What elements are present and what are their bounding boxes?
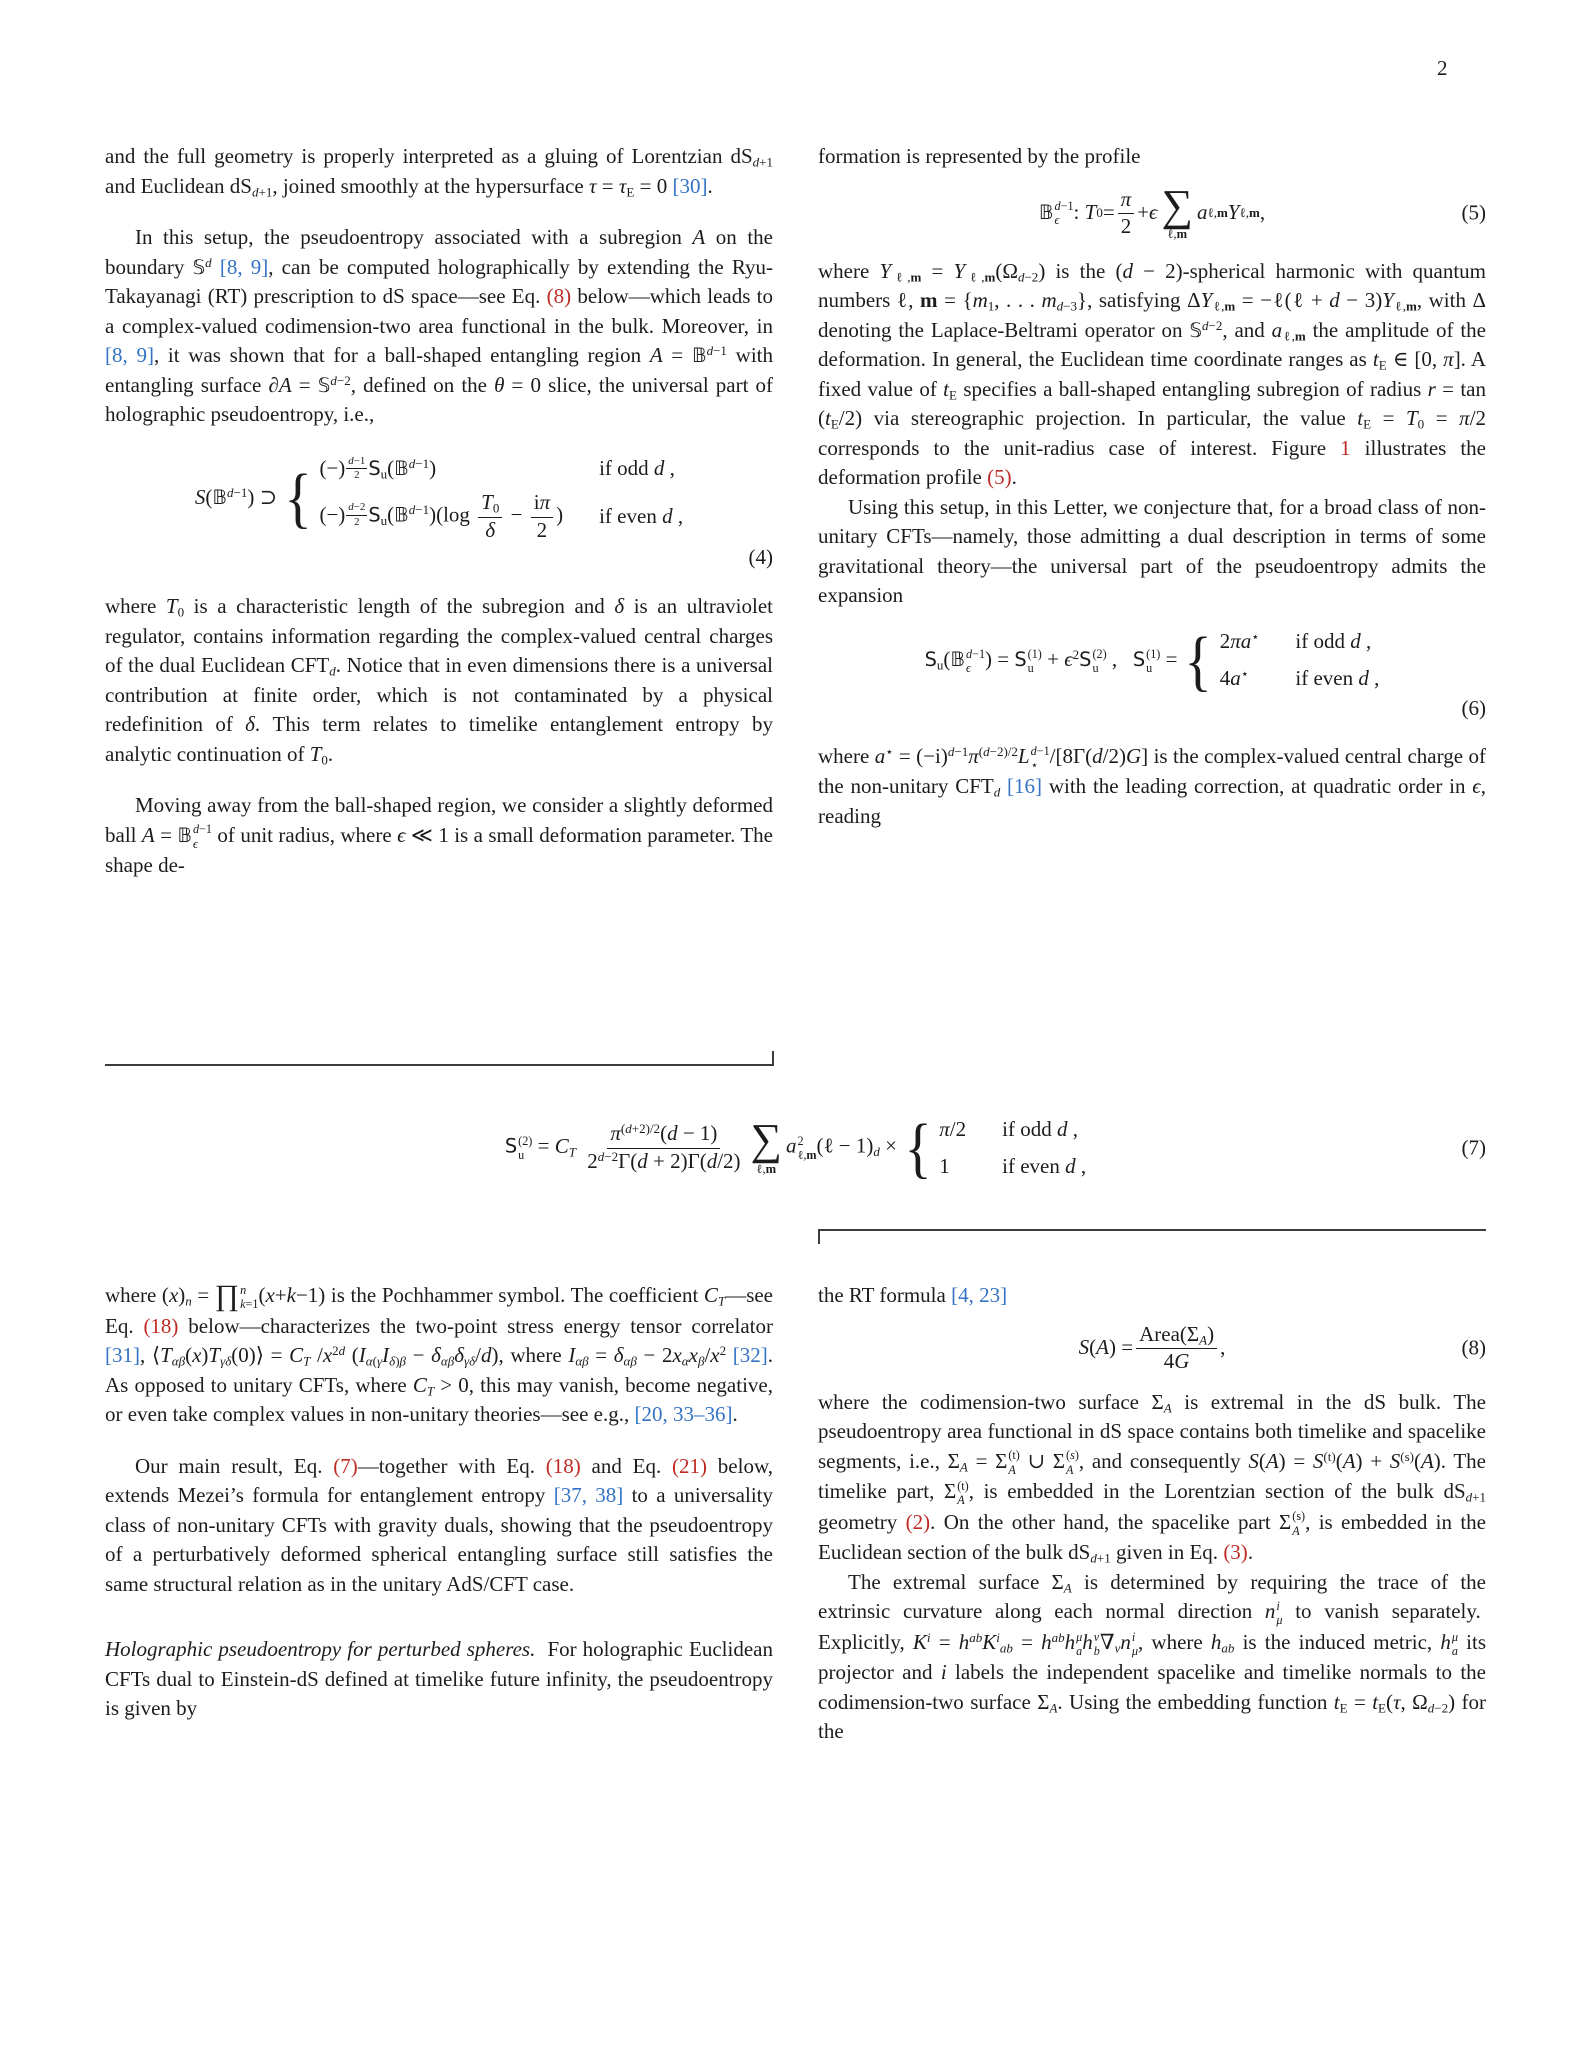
bottom-left-column xyxy=(105,1281,773,1724)
paragraph-gluing-geometry: and the full geometry is properly interpreted as a gluing of Lorentzian $dS_{d+1}$ and Euclidean $dS_{d+1}$, joined smoothly at the hypersurface $\tau = \tau_E = 0$ [30]. xyxy=(105,144,773,200)
paragraph-main-result: Our main result, Eq. (7)—together with Eq. (18) and Eq. (21) below, extends Mezei’s formula for entanglement entropy [37, 38] to a universality class of non-unitary CFTs with gravity duals, showing that the pseudoentropy of a perturbatively deformed spherical entangling surface still satisfies the same structural relation as in the unitary AdS/CFT case. xyxy=(105,1453,773,1596)
paragraph-deformed-ball: Moving away from the ball-shaped region, we consider a slightly deformed ball A = 𝔹 d−1 ϵ of unit radius, where ϵ ≪ 1 is a small deformation parameter. The shape de- xyxy=(105,793,773,878)
heading-holographic-pseudoentropy: Holographic pseudoentropy for perturbed spheres. For holographic Euclidean CFTs dual to Einstein-dS defined at timelike future infinity, the pseudoentropy is given by xyxy=(105,1637,773,1721)
equation-4 xyxy=(105,454,773,569)
left-brace: { xyxy=(284,460,313,536)
case-expression: 1 xyxy=(939,1154,950,1178)
rule-tick-down xyxy=(818,1229,820,1244)
equation-ref-link[interactable]: (5) xyxy=(987,465,1012,490)
equation-number: (4) xyxy=(748,544,773,569)
paragraph-spherical-harmonics: where $Y_{\ell,m} = Y_{\ell,m}(\Omega_{d-2})$ is the (d − 2)-spherical harmonic with quantum numbers ℓ, $m = \{m_1$, . . . $m_{d-3}$}, satisfying $\Delta Y_{\ell,m}$ = −ℓ(ℓ + $d - 3)Y_{\ell,m}$, with Δ denoting the Laplace-Beltrami operator on 𝕊$^{d-2}$, and $a_{\ell,m}$ the amplitude of the deformation. In general, the Euclidean time coordinate ranges as $t_E$ ∈ [0, π]. A fixed value of $t_E$ specifies a ball-shaped entangling subregion of radius $r = \tan (t_E/2)$ via stereographic projection. In particular, the value $t_E = T_0 = \pi/2$ corresponds to the unit-radius case of interest. Figure 1 illustrates the deformation profile (5). xyxy=(818,258,1487,490)
widetext-block xyxy=(105,1082,1486,1214)
citation-link[interactable]: [8, 9] xyxy=(105,343,154,367)
citation-link[interactable]: [31] xyxy=(105,1343,140,1368)
paragraph-extrinsic-curvature: The extremal surface $\Sigma_A$ is determined by requiring the trace of the extrinsic curvature along each normal direction n i μ to vanish separately. Explicitly, $K^i = h^{ab}K^i_{ab} = h^{ab}h$ μ a h ν b $\nabla_\nu n$ i μ , where $h_{ab}$ is the induced metric, h μ a its projector and i labels the independent spacelike and timelike normals to the codimension-two surface $\Sigma_A$. Using the embedding function $t_E = t_E(\tau$, $\Omega_{d-2}$) for the xyxy=(818,1569,1487,1744)
citation-link[interactable]: [8, 9] xyxy=(219,254,269,279)
equation-number: (7) xyxy=(1461,1135,1486,1160)
equation-number: (6) xyxy=(1461,696,1486,721)
paragraph-profile-intro: formation is represented by the profile xyxy=(818,144,1141,168)
equation-lhs: S(𝔹$^{d-1}$) ⊃ xyxy=(194,484,278,510)
citation-link[interactable]: [32] xyxy=(732,1343,768,1368)
widetext-close-rule xyxy=(818,1229,1486,1231)
equation-8 xyxy=(818,1323,1486,1374)
case-expression: π/2 xyxy=(939,1116,967,1141)
cases-construct xyxy=(902,1110,1087,1186)
citation-link[interactable]: [20, 33–36] xyxy=(634,1402,733,1427)
case-condition: if odd d , xyxy=(1002,1116,1078,1141)
equation-5 xyxy=(818,180,1486,242)
equation-ref-link[interactable]: (3) xyxy=(1223,1540,1248,1565)
rule-tick-up xyxy=(772,1051,774,1066)
case-condition: if odd d , xyxy=(1295,628,1372,653)
top-left-column xyxy=(105,142,773,881)
equation-ref-link[interactable]: (18) xyxy=(545,1453,581,1478)
equation-body: 𝔹 d−1 ϵ : T 0 = $\frac{\pi}{2}$ + ϵ ∑ ℓ,m a ℓ,m Y ℓ,m , xyxy=(1038,180,1266,242)
case-condition: if odd d , xyxy=(599,455,675,480)
left-brace: { xyxy=(1184,622,1213,698)
paragraph-pseudoentropy-setup: In this setup, the pseudoentropy associated with a subregion A on the boundary 𝕊$^d$ [8, 9], can be computed holographically by extending the Ryu-Takayanagi (RT) prescription to dS space—see Eq. (8) below—which leads to a complex-valued codimension-two area functional in the bulk. Moreover, in [8, 9], it was shown that for a ball-shaped entangling region A = 𝔹$^{d-1}$ with entangling surface ∂A = 𝕊$^{d-2}$, defined on the θ = 0 slice, the universal part of holographic pseudoentropy, i.e., xyxy=(105,225,774,426)
equation-body xyxy=(195,454,683,543)
equation-lhs: S (2) u = $C_T$ $\frac{\pi^{(d+2)/2}(d - 1)}{2^{d-2}\Gamma(d + 2)\Gamma(d/2)}$ ∑ ℓ,m a 2 ℓ,m (ℓ − $1)_d$ × xyxy=(504,1115,897,1177)
case-expression: 2πa⋆ xyxy=(1219,628,1260,653)
equation-body: S ( A ) = $\frac{Area(\Sigma_A)}{4G}$ , xyxy=(1078,1321,1226,1374)
paragraph-pochhammer: where $(x)_n$ = ∏ n k=1 (x+k−1) is the Pochhammer symbol. The coefficient $C_T—see$ Eq. (18) below—characterizes the two-point stress energy tensor correlator [31], $⟨T_{\alpha\beta}(x)T_{\gamma\delta}(0)⟩ = C_T$ $/x^{2d}$ $(I_{\alpha(\gamma}I_{\delta)\beta} - \delta_{\alpha\beta}\delta_{\gamma\delta}/d)$, where $I_{\alpha\beta} = \delta_{\alpha\beta} - 2x_\alpha x_\beta/x^2$ [32]. As opposed to unitary CFTs, where $C_T > 0$, this may vanish, become negative, or even take complex values in non-unitary theories—see e.g., [20, 33–36]. xyxy=(105,1279,774,1427)
citation-link[interactable]: [37, 38] xyxy=(553,1483,624,1508)
equation-body xyxy=(504,1110,1087,1186)
case-condition: if even d , xyxy=(1295,666,1380,691)
paragraph-extremal-surface: where the codimension-two surface $\Sigma_A$ is extremal in the dS bulk. The pseudoentropy area functional in dS space contains both timelike and spacelike segments, i.e., $\Sigma_A = \Sigma$ (t) A ∪ Σ (s) A , and consequently $S(A) = S^{(t)}(A) + S^{(s)}(A)$. The timelike part, Σ (t) A , is embedded in the Lorentzian section of the bulk $dS_{d+1}$ geometry (2). On the other hand, the spacelike part Σ (s) A , is embedded in the Euclidean section of the bulk $dS_{d+1}$ given in Eq. (3). xyxy=(818,1389,1487,1566)
case-expression: (−) $\frac{d-1}{2}$ $S_u(𝔹^{d-1})$ xyxy=(319,454,437,482)
equation-number: (8) xyxy=(1461,1335,1486,1360)
case-condition: if even d , xyxy=(599,503,684,528)
equation-body xyxy=(924,622,1380,698)
equation-6 xyxy=(818,622,1486,721)
equation-ref-link[interactable]: (8) xyxy=(546,284,572,308)
citation-link[interactable]: [30] xyxy=(672,173,708,198)
cases-construct xyxy=(1182,622,1380,698)
paragraph-central-charge: where $a^⋆ = (-i)^{d-1}\pi^{(d-2)/2}L$ d−1 ⋆ /[8Γ(d/2)G] is the complex-valued central charge of the non-unitary $CFT_d$ [16] with the leading correction, at quadratic order in ϵ, reading xyxy=(818,743,1486,828)
equation-ref-link[interactable]: (7) xyxy=(333,1453,358,1478)
citation-link[interactable]: [16] xyxy=(1007,774,1043,799)
equation-ref-link[interactable]: (2) xyxy=(905,1509,931,1534)
page-number: 2 xyxy=(1437,56,1448,80)
left-brace: { xyxy=(904,1110,932,1186)
equation-lhs: $S_u(𝔹$ d−1 ϵ ) = S (1) u + $\epsilon^2S$ (2) u , S (1) u = xyxy=(924,646,1178,676)
citation-link[interactable]: [4, 23] xyxy=(951,1283,1008,1307)
case-expression: (−) $\frac{d-2}{2}$ $S_u(𝔹^{d-1})(\log$ $\frac{T_0}{\delta}$ − $\frac{i\pi}{2}$ ) xyxy=(319,490,564,542)
equation-ref-link[interactable]: (18) xyxy=(143,1313,179,1338)
equation-ref-link[interactable]: (21) xyxy=(672,1453,708,1478)
equation-number: (5) xyxy=(1461,200,1486,225)
paragraph-uv-regulator: where $T_0$ is a characteristic length of the subregion and δ is an ultraviolet regulator, contains information regarding the complex-valued central charges of the dual Euclidean $CFT_d$. Notice that in even dimensions there is a universal contribution at finite order, which is not contaminated by a physical redefinition of δ. This term relates to timelike entanglement entropy by analytic continuation of $T_0$. xyxy=(105,594,774,768)
paragraph-conjecture: Using this setup, in this Letter, we conjecture that, for a broad class of non-unitary CFTs—namely, those admitting a dual description in terms of some gravitational theory—the universal part of the pseudoentropy admits the expansion xyxy=(818,494,1486,608)
paragraph-rt-formula-intro: the RT formula [4, 23] xyxy=(818,1283,1008,1307)
bottom-right-column xyxy=(818,1281,1486,1747)
equation-ref-link[interactable]: 1 xyxy=(1340,435,1351,460)
cases-construct xyxy=(282,454,683,543)
widetext-open-rule xyxy=(105,1064,774,1066)
case-condition: if even d , xyxy=(1002,1154,1087,1178)
case-expression: 4a⋆ xyxy=(1219,666,1249,691)
top-right-column xyxy=(818,142,1486,831)
equation-7 xyxy=(105,1082,1486,1214)
